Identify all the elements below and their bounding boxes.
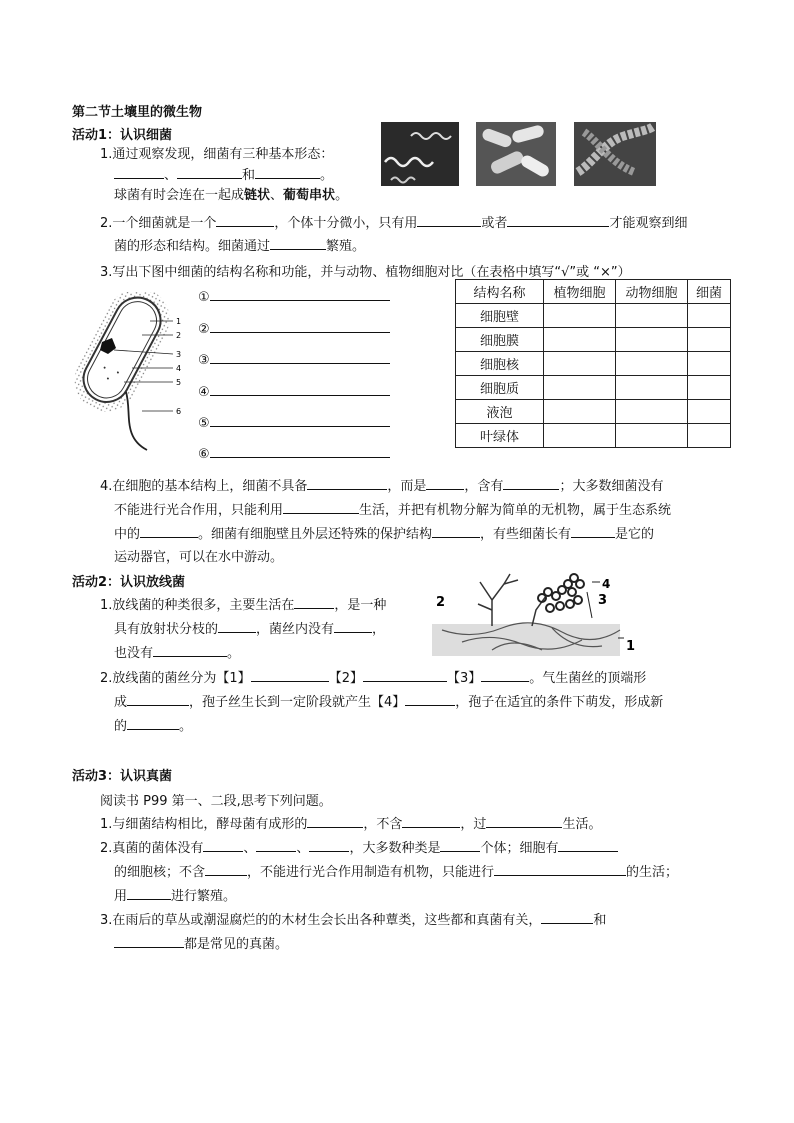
blank[interactable] bbox=[417, 214, 481, 227]
text: 1.与细菌结构相比，酵母菌有成形的 bbox=[100, 817, 308, 832]
blank[interactable] bbox=[503, 477, 559, 490]
text: ，个体十分微小，只有用 bbox=[274, 216, 418, 231]
blank[interactable] bbox=[307, 477, 387, 490]
text: 和 bbox=[242, 168, 256, 183]
table-row bbox=[456, 304, 731, 328]
rod-bacteria-photo bbox=[476, 122, 556, 186]
table-cell[interactable] bbox=[688, 376, 731, 400]
blank[interactable] bbox=[114, 166, 164, 179]
text: 生活，并把有机物分解为简单的无机物，属于生态系统 bbox=[359, 503, 672, 518]
text: ③ bbox=[198, 353, 210, 368]
figure-label: 4 bbox=[602, 577, 611, 591]
text: ，孢子丝生长到一定阶段就产生【4】 bbox=[189, 695, 406, 710]
blank[interactable] bbox=[177, 166, 242, 179]
a2-q2-line3 bbox=[114, 715, 192, 734]
table-cell[interactable] bbox=[616, 424, 688, 448]
answer-line-6[interactable] bbox=[198, 445, 390, 462]
text: ，而是 bbox=[387, 479, 427, 494]
table-cell[interactable] bbox=[688, 304, 731, 328]
table-cell[interactable] bbox=[544, 400, 616, 424]
blank[interactable] bbox=[507, 214, 609, 227]
blank[interactable] bbox=[432, 525, 480, 538]
text: 葡萄串状 bbox=[283, 188, 336, 203]
answer-line-2[interactable] bbox=[198, 320, 390, 337]
text: 2.放线菌的菌丝分为【1】 bbox=[100, 671, 251, 686]
text: ④ bbox=[198, 385, 210, 400]
table-header: 结构名称 bbox=[456, 280, 544, 304]
row-label: 叶绿体 bbox=[456, 424, 544, 448]
diagram-label: 6 bbox=[176, 407, 182, 416]
row-label: 细胞膜 bbox=[456, 328, 544, 352]
table-cell[interactable] bbox=[688, 352, 731, 376]
blank[interactable] bbox=[402, 815, 460, 828]
text: 也没有 bbox=[114, 646, 154, 661]
text: ，不含 bbox=[363, 817, 403, 832]
table-header: 植物细胞 bbox=[544, 280, 616, 304]
text: ，过 bbox=[460, 817, 487, 832]
table-cell[interactable] bbox=[688, 400, 731, 424]
blank[interactable] bbox=[127, 693, 189, 706]
text: 用 bbox=[114, 889, 128, 904]
blank[interactable] bbox=[216, 214, 274, 227]
text: 的 bbox=[114, 719, 128, 734]
a3-q2-line2 bbox=[114, 861, 678, 880]
text: 。气生菌丝的顶端形 bbox=[529, 671, 647, 686]
blank[interactable] bbox=[307, 815, 363, 828]
a2-q1-line2 bbox=[114, 618, 385, 637]
blank[interactable] bbox=[140, 525, 198, 538]
cocci-bacteria-photo bbox=[574, 122, 656, 186]
text: ；大多数细菌没有 bbox=[559, 479, 664, 494]
activity2-heading: 活动2：认识放线菌 bbox=[72, 575, 186, 590]
cell-comparison-table bbox=[455, 279, 731, 448]
text: ，大多数种类是 bbox=[349, 841, 441, 856]
text: ， bbox=[372, 622, 386, 637]
text: 和 bbox=[593, 913, 607, 928]
answer-line-5[interactable] bbox=[198, 414, 390, 431]
text: ，有些细菌长有 bbox=[480, 527, 572, 542]
diagram-label: 3 bbox=[176, 350, 182, 359]
blank[interactable] bbox=[426, 477, 464, 490]
text: 、 bbox=[296, 841, 310, 856]
blank[interactable] bbox=[251, 669, 329, 682]
table-cell[interactable] bbox=[544, 352, 616, 376]
table-row bbox=[456, 352, 731, 376]
blank[interactable] bbox=[256, 839, 296, 852]
text: 进行繁殖。 bbox=[171, 889, 237, 904]
table-cell[interactable] bbox=[616, 328, 688, 352]
a1-q4-line4: 运动器官，可以在水中游动。 bbox=[114, 550, 284, 565]
text: ⑤ bbox=[198, 416, 210, 431]
text: 链状 bbox=[244, 188, 271, 203]
text: 的细胞核；不含 bbox=[114, 865, 206, 880]
table-cell[interactable] bbox=[616, 400, 688, 424]
text: ① bbox=[198, 290, 210, 305]
text: 成 bbox=[114, 695, 128, 710]
text: 3.在雨后的草丛或潮湿腐烂的的木材生会长出各种蕈类，这些都和真菌有关， bbox=[100, 913, 542, 928]
blank[interactable] bbox=[494, 863, 626, 876]
a3-q2-line1 bbox=[100, 837, 618, 856]
blank[interactable] bbox=[114, 935, 184, 948]
a1-q4-line3 bbox=[114, 523, 654, 542]
a1-q4-line1 bbox=[100, 475, 663, 494]
text: 繁殖。 bbox=[326, 239, 366, 254]
row-label: 液泡 bbox=[456, 400, 544, 424]
blank[interactable] bbox=[334, 620, 372, 633]
a1-q2-line2 bbox=[114, 235, 365, 254]
table-row bbox=[456, 376, 731, 400]
a3-q2-line3 bbox=[114, 885, 236, 904]
text: 中的 bbox=[114, 527, 141, 542]
text: ② bbox=[198, 322, 210, 337]
table-cell[interactable] bbox=[616, 304, 688, 328]
text: 、 bbox=[270, 188, 284, 203]
table-cell[interactable] bbox=[616, 352, 688, 376]
text: 。细菌有细胞壁且外层还特殊的保护结构 bbox=[198, 527, 433, 542]
blank[interactable] bbox=[294, 596, 334, 609]
text: ，不能进行光合作用制造有机物，只能进行 bbox=[247, 865, 495, 880]
a3-intro: 阅读书 P99 第一、二段,思考下列问题。 bbox=[100, 794, 332, 809]
text: 的生活； bbox=[626, 865, 679, 880]
blank[interactable] bbox=[558, 839, 618, 852]
blank[interactable] bbox=[270, 237, 326, 250]
a1-q1-blanks bbox=[114, 164, 333, 183]
activity1-heading: 活动1：认识细菌 bbox=[72, 128, 173, 143]
blank[interactable] bbox=[405, 693, 455, 706]
table-row bbox=[456, 424, 731, 448]
diagram-label: 4 bbox=[176, 364, 182, 373]
diagram-label: 1 bbox=[176, 317, 182, 326]
table-header: 细菌 bbox=[688, 280, 731, 304]
text: 。 bbox=[320, 168, 334, 183]
blank[interactable] bbox=[218, 620, 256, 633]
table-cell[interactable] bbox=[544, 424, 616, 448]
text: 个体；细胞有 bbox=[480, 841, 559, 856]
a1-q1-text: 1.通过观察发现，细菌有三种基本形态： bbox=[100, 147, 334, 162]
blank[interactable] bbox=[541, 911, 593, 924]
answer-line-3[interactable] bbox=[198, 351, 390, 368]
text: 、 bbox=[243, 841, 257, 856]
a1-q3-text: 3.写出下图中细菌的结构名称和功能，并与动物、植物细胞对比（在表格中填写“√”或 “×”） bbox=[100, 265, 631, 280]
figure-label: 2 bbox=[436, 595, 446, 610]
blank[interactable] bbox=[283, 501, 359, 514]
blank[interactable] bbox=[486, 815, 562, 828]
blank[interactable] bbox=[440, 839, 480, 852]
text: 。 bbox=[179, 719, 193, 734]
a3-q3-line2 bbox=[114, 933, 288, 952]
text: 2.一个细菌就是一个 bbox=[100, 216, 217, 231]
text: 、 bbox=[164, 168, 178, 183]
row-label: 细胞核 bbox=[456, 352, 544, 376]
text: 。 bbox=[335, 188, 349, 203]
table-header: 动物细胞 bbox=[616, 280, 688, 304]
blank[interactable] bbox=[255, 166, 320, 179]
text: 是它的 bbox=[615, 527, 655, 542]
text: 都是常见的真菌。 bbox=[184, 937, 289, 952]
text: 4.在细胞的基本结构上，细菌不具备 bbox=[100, 479, 308, 494]
text: 菌的形态和结构。细菌通过 bbox=[114, 239, 271, 254]
blank[interactable] bbox=[363, 669, 447, 682]
page-title: 第二节土壤里的微生物 bbox=[72, 105, 203, 120]
blank[interactable] bbox=[153, 644, 227, 657]
text: 【3】 bbox=[446, 671, 482, 686]
actinomycete-diagram bbox=[432, 570, 642, 660]
a1-q1-note bbox=[114, 184, 348, 203]
diagram-label: 2 bbox=[176, 331, 182, 340]
a2-q1-line3 bbox=[114, 642, 240, 661]
bacterium-structure-diagram bbox=[62, 292, 197, 462]
activity3-heading: 活动3：认识真菌 bbox=[72, 769, 173, 784]
a1-q4-line2 bbox=[114, 499, 671, 518]
table-cell[interactable] bbox=[688, 328, 731, 352]
blank[interactable] bbox=[205, 863, 247, 876]
table-cell[interactable] bbox=[688, 424, 731, 448]
blank[interactable] bbox=[309, 839, 349, 852]
text: 2.真菌的菌体没有 bbox=[100, 841, 204, 856]
a1-q2-line1 bbox=[100, 212, 687, 231]
diagram-label: 5 bbox=[176, 378, 182, 387]
text: 生活。 bbox=[562, 817, 602, 832]
figure-label: 1 bbox=[626, 639, 636, 654]
a3-q3-line1 bbox=[100, 909, 606, 928]
a2-q1-line1 bbox=[100, 594, 386, 613]
table-cell[interactable] bbox=[544, 304, 616, 328]
table-row bbox=[456, 328, 731, 352]
blank[interactable] bbox=[127, 717, 179, 730]
blank[interactable] bbox=[481, 669, 529, 682]
text: ⑥ bbox=[198, 447, 210, 462]
table-cell[interactable] bbox=[544, 328, 616, 352]
text: 球菌有时会连在一起成 bbox=[114, 188, 245, 203]
text: 1.放线菌的种类很多，主要生活在 bbox=[100, 598, 295, 613]
row-label: 细胞质 bbox=[456, 376, 544, 400]
answer-line-4[interactable] bbox=[198, 383, 390, 400]
row-label: 细胞壁 bbox=[456, 304, 544, 328]
table-cell[interactable] bbox=[544, 376, 616, 400]
text: 才能观察到细 bbox=[609, 216, 688, 231]
text: 【2】 bbox=[328, 671, 363, 686]
text: ，菌丝内没有 bbox=[256, 622, 335, 637]
a2-q2-line2 bbox=[114, 691, 663, 710]
blank[interactable] bbox=[127, 887, 171, 900]
blank[interactable] bbox=[571, 525, 615, 538]
spiral-bacteria-photo bbox=[381, 122, 459, 186]
blank[interactable] bbox=[203, 839, 243, 852]
text: ，是一种 bbox=[334, 598, 387, 613]
text: 具有放射状分枝的 bbox=[114, 622, 219, 637]
table-row bbox=[456, 400, 731, 424]
answer-line-1[interactable] bbox=[198, 288, 390, 305]
a2-q2-line1 bbox=[100, 667, 646, 686]
text: 或者 bbox=[481, 216, 508, 231]
a3-q1 bbox=[100, 813, 601, 832]
figure-label: 3 bbox=[598, 593, 608, 608]
text: ，孢子在适宜的条件下萌发，形成新 bbox=[455, 695, 664, 710]
text: 不能进行光合作用，只能利用 bbox=[114, 503, 284, 518]
table-cell[interactable] bbox=[616, 376, 688, 400]
text: 。 bbox=[227, 646, 241, 661]
text: ，含有 bbox=[464, 479, 504, 494]
